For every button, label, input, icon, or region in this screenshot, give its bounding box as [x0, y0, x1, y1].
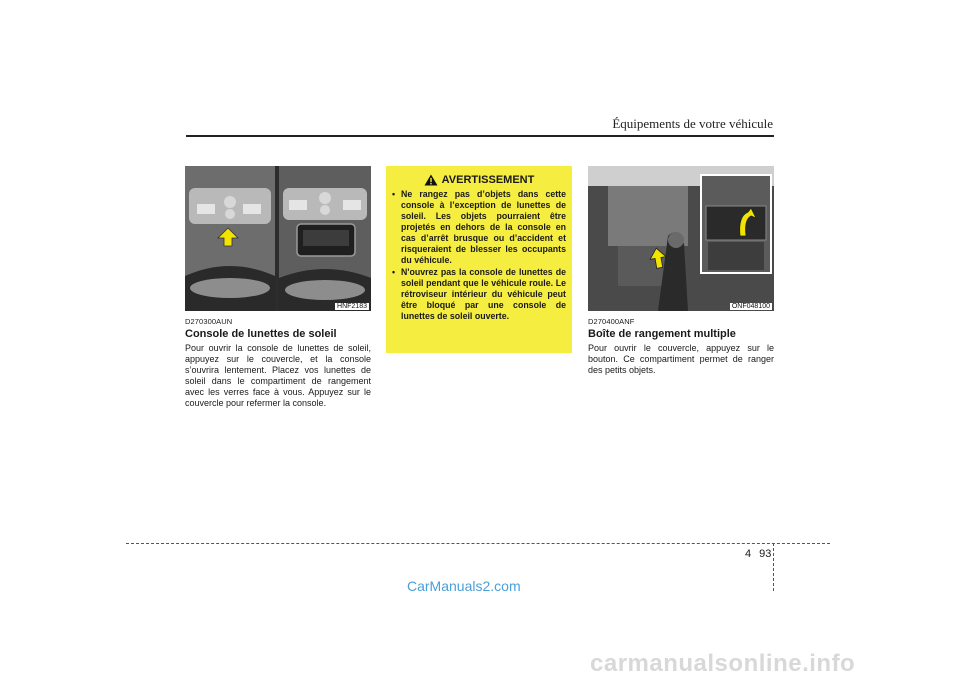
- section-body: Pour ouvrir la console de lunettes de soleil, appuyez sur le couvercle, et la console s’ouvrira lentement. Placez vos lunettes de soleil dans le compartiment de rangement avec les verres face à vous. Appuyez sur le couvercle pour refermer la console.: [185, 343, 371, 408]
- warning-item: • Ne rangez pas d’objets dans cette console à l’exception de lunettes de soleil. Les objets pourraient être projetés en dehors de la console en cas d’arrêt brusque ou d’accident et risqueraient de blesser les occupants du véhicule.: [392, 189, 566, 266]
- photo-reference-code: ONF048100: [731, 303, 770, 310]
- sunglass-console-photo: [185, 166, 371, 311]
- warning-header: [392, 174, 566, 186]
- multi-storage-photo: [588, 166, 774, 311]
- warning-box: [386, 166, 572, 353]
- sunglass-console-section: [185, 166, 371, 409]
- section-number: 4: [745, 548, 752, 560]
- warning-item: • N'ouvrez pas la console de lunettes de soleil pendant que le véhicule roule. Le rétroviseur intérieur du véhicule peut être bloqué par une console de lunettes de soleil ouverte.: [392, 267, 566, 322]
- section-title: Boîte de rangement multiple: [588, 328, 736, 340]
- warning-triangle-icon: [424, 174, 438, 186]
- multi-storage-section: [588, 166, 774, 376]
- watermark-text: carmanualsonline.info: [590, 650, 856, 677]
- warning-list: [392, 189, 566, 322]
- page-number: [745, 548, 771, 560]
- section-code: D270300AUN: [185, 317, 233, 326]
- photo-reference-code: HNF2183: [337, 303, 367, 310]
- footer-divider: [773, 543, 774, 591]
- section-body: Pour ouvrir le couvercle, appuyez sur le bouton. Ce compartiment permet de ranger des petits objets.: [588, 343, 774, 375]
- page-number-value: 93: [759, 548, 772, 560]
- warning-title: AVERTISSEMENT: [441, 174, 535, 186]
- section-code: D270400ANF: [588, 317, 635, 326]
- watermark-link[interactable]: CarManuals2.com: [407, 578, 521, 594]
- footer-rule: [126, 543, 830, 544]
- header-rule: [186, 135, 774, 137]
- section-title: Console de lunettes de soleil: [185, 328, 337, 340]
- page-header-title: Équipements de votre véhicule: [612, 116, 773, 131]
